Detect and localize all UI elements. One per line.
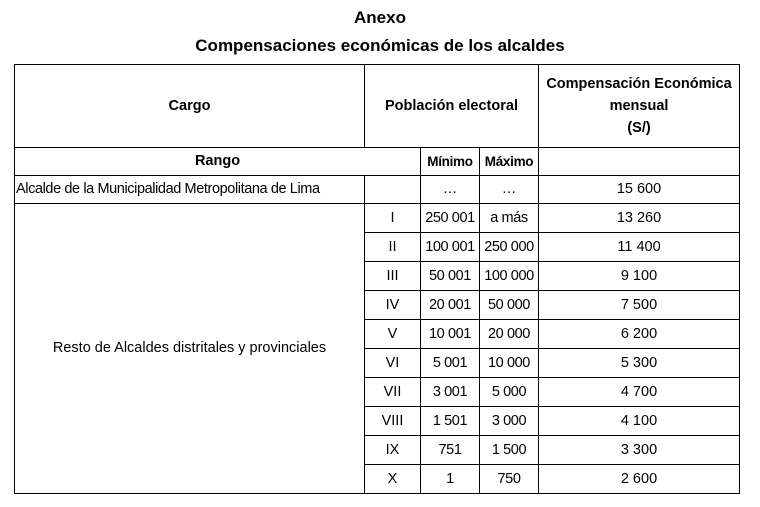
minimo-cell: 751 — [421, 436, 480, 465]
subheader-row — [15, 148, 740, 176]
minimo-cell: 3 001 — [421, 378, 480, 407]
maximo-cell: a más — [480, 204, 539, 233]
minimo-cell: 1 501 — [421, 407, 480, 436]
rango-cell: VII — [365, 378, 421, 407]
table-row — [15, 204, 740, 233]
rango-cell: IX — [365, 436, 421, 465]
minimo-cell: 10 001 — [421, 320, 480, 349]
maximo-cell: 3 000 — [480, 407, 539, 436]
page-title: Anexo — [354, 8, 406, 27]
header-compensacion-line3: (S/) — [627, 120, 651, 136]
minimo-cell: 5 001 — [421, 349, 480, 378]
lima-minimo-cell: … — [421, 176, 480, 204]
table-row — [15, 176, 740, 204]
resto-alcaldes-cell: Resto de Alcaldes distritales y provinciales — [15, 204, 365, 494]
minimo-cell: 1 — [421, 465, 480, 494]
minimo-cell: 100 001 — [421, 233, 480, 262]
header-compensacion — [539, 65, 740, 148]
compensacion-cell: 4 700 — [539, 378, 740, 407]
compensation-table — [14, 64, 740, 494]
compensacion-cell: 2 600 — [539, 465, 740, 494]
maximo-cell: 50 000 — [480, 291, 539, 320]
maximo-cell: 750 — [480, 465, 539, 494]
header-empty-cell — [539, 148, 740, 176]
compensacion-cell: 3 300 — [539, 436, 740, 465]
rango-cell: VI — [365, 349, 421, 378]
rango-cell: III — [365, 262, 421, 291]
rango-cell: II — [365, 233, 421, 262]
maximo-cell: 10 000 — [480, 349, 539, 378]
compensacion-cell: 4 100 — [539, 407, 740, 436]
maximo-cell: 250 000 — [480, 233, 539, 262]
compensacion-cell: 7 500 — [539, 291, 740, 320]
page-subtitle: Compensaciones económicas de los alcaldes — [195, 36, 565, 55]
maximo-cell: 100 000 — [480, 262, 539, 291]
rango-cell: I — [365, 204, 421, 233]
rango-cell: X — [365, 465, 421, 494]
lima-maximo-cell: … — [480, 176, 539, 204]
minimo-cell: 20 001 — [421, 291, 480, 320]
compensacion-cell: 11 400 — [539, 233, 740, 262]
lima-cargo-cell: Alcalde de la Municipalidad Metropolitana de Lima — [15, 176, 365, 204]
header-rango: Rango — [15, 148, 421, 176]
header-maximo: Máximo — [480, 148, 539, 176]
rango-cell: VIII — [365, 407, 421, 436]
minimo-cell: 250 001 — [421, 204, 480, 233]
header-row — [15, 65, 740, 148]
lima-compensacion-cell: 15 600 — [539, 176, 740, 204]
header-cargo: Cargo — [15, 65, 365, 148]
compensacion-cell: 13 260 — [539, 204, 740, 233]
rango-cell: V — [365, 320, 421, 349]
header-compensacion-line2: mensual — [609, 98, 669, 114]
maximo-cell: 5 000 — [480, 378, 539, 407]
header-compensacion-line1: Compensación Económica — [546, 76, 732, 92]
maximo-cell: 20 000 — [480, 320, 539, 349]
header-minimo: Mínimo — [421, 148, 480, 176]
maximo-cell: 1 500 — [480, 436, 539, 465]
compensacion-cell: 9 100 — [539, 262, 740, 291]
lima-rango-cell — [365, 176, 421, 204]
minimo-cell: 50 001 — [421, 262, 480, 291]
compensacion-cell: 6 200 — [539, 320, 740, 349]
header-poblacion: Población electoral — [365, 65, 539, 148]
compensacion-cell: 5 300 — [539, 349, 740, 378]
rango-cell: IV — [365, 291, 421, 320]
